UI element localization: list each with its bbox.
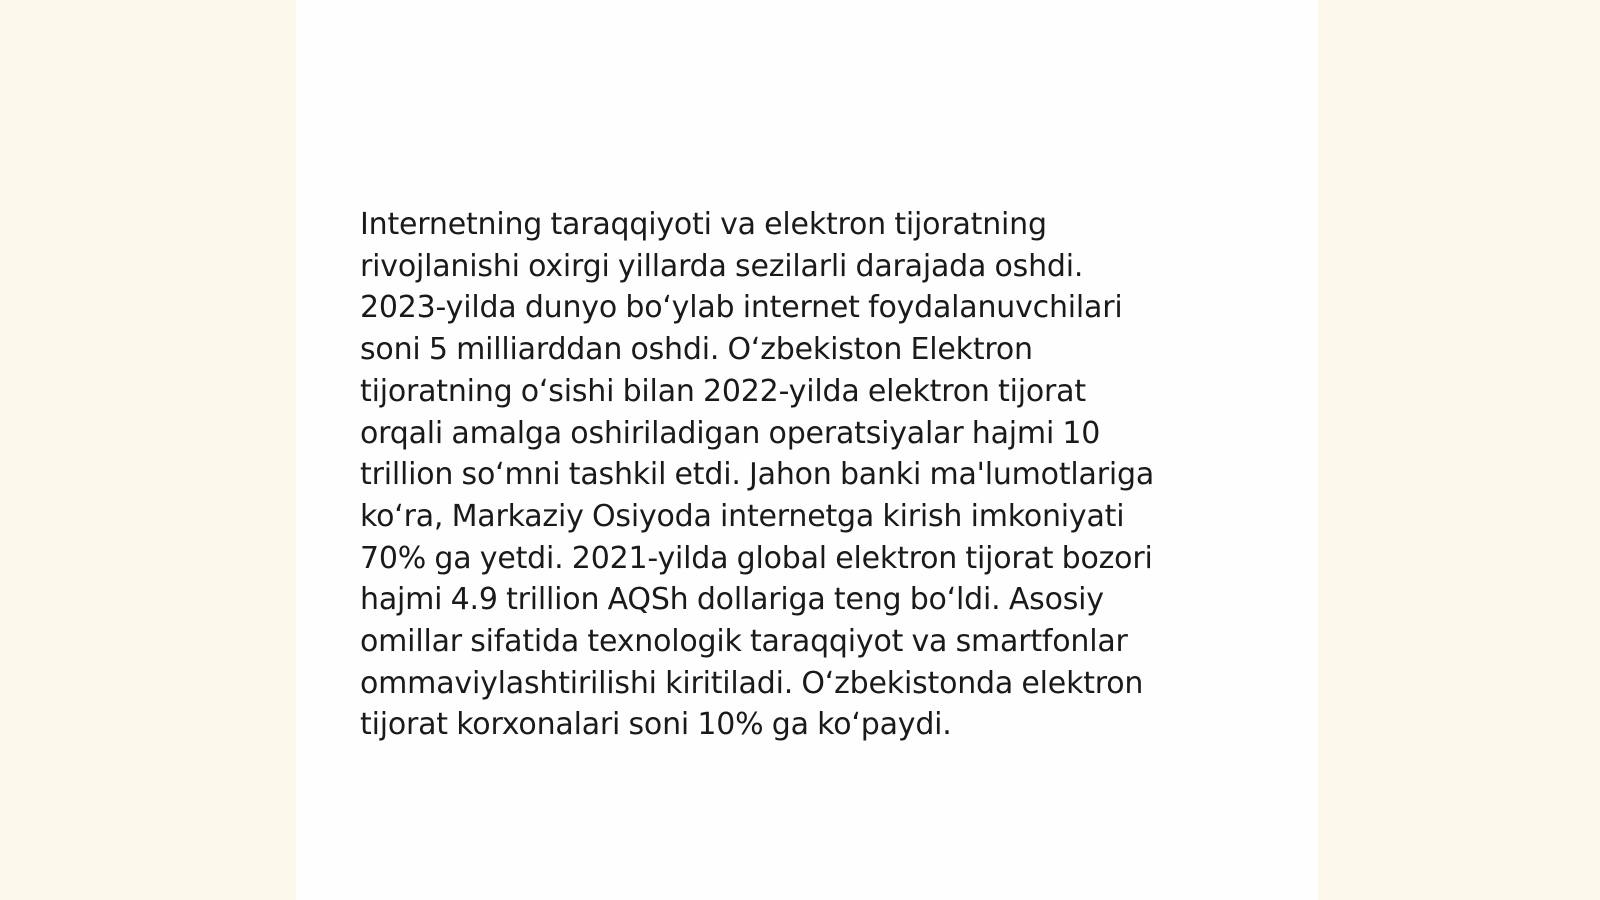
paragraph-line: tijorat korxonalari soni 10% ga koʻpaydi. <box>360 707 952 743</box>
paragraph-line: Internetning taraqqiyoti va elektron tijoratning <box>360 207 1047 242</box>
paragraph-line: 70% ga yetdi. 2021-yilda global elektron tijorat bozori <box>360 540 1153 576</box>
paragraph-line: orqali amalga oshiriladigan operatsiyalar hajmi 10 <box>360 415 1101 451</box>
paragraph-line: 2023-yilda dunyo boʻylab internet foydalanuvchilari <box>360 290 1123 326</box>
paragraph-line: koʻra, Markaziy Osiyoda internetga kirish imkoniyati <box>360 498 1125 534</box>
left-margin <box>0 0 296 900</box>
paragraph-line: omillar sifatida texnologik taraqqiyot va smartfonlar <box>360 624 1128 660</box>
paragraph-line: tijoratning oʻsishi bilan 2022-yilda elektron tijorat <box>360 373 1086 409</box>
paragraph-line: soni 5 milliarddan oshdi. Oʻzbekiston Elektron <box>360 332 1033 368</box>
document-page <box>296 0 1318 900</box>
right-margin <box>1318 0 1600 900</box>
paragraph-line: rivojlanishi oxirgi yillarda sezilarli darajada oshdi. <box>360 248 1084 284</box>
paragraph-line: hajmi 4.9 trillion AQSh dollariga teng boʻldi. Asosiy <box>360 582 1104 618</box>
body-paragraph <box>360 204 1250 746</box>
paragraph-line: ommaviylashtirilishi kiritiladi. Oʻzbekistonda elektron <box>360 665 1144 701</box>
paragraph-line: trillion soʻmni tashkil etdi. Jahon banki ma'lumotlariga <box>360 457 1155 493</box>
